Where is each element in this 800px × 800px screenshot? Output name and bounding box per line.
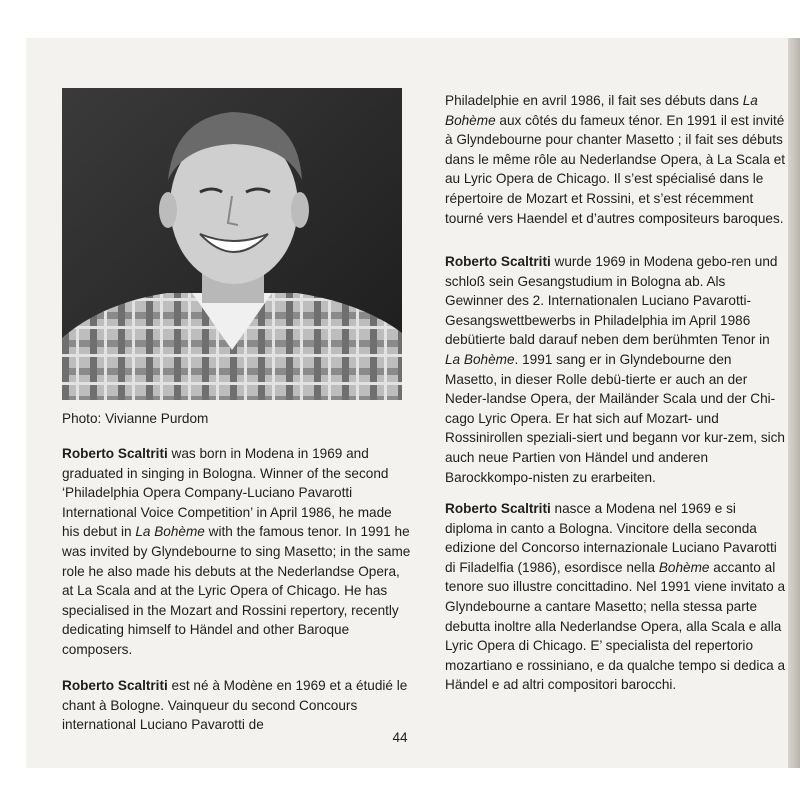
singer-name: Roberto Scaltriti xyxy=(445,254,551,269)
italian-biography: Roberto Scaltriti nasce a Modena nel 1969 e si diploma in canto a Bologna. Vincitore della seconda edizione del Concorso internazionale Luciano Pavarotti di Filadelfia (1986), esordisce nella Bohème accanto al tenore suo illustre concittadino. Nel 1991 viene invitato a Glyndebourne a cantare Masetto; nella stessa parte debutta inoltre alla Nederlandse Opera, alla Scala e alla Lyric Opera di Chicago. E’ specialista del repertorio mozartiano e rossiniano, e da qualche tempo si dedica a Händel e ad altri compositori barocchi. xyxy=(445,501,786,693)
german-biography: Roberto Scaltriti wurde 1969 in Modena gebo-ren und schloß sein Gesangstudium in Bologna ab. Als Gewinner des 2. Internationalen Luciano Pavarotti-Gesangswettbewerbs in Philadelphia im April 1986 debütierte bald darauf neben dem berühmten Tenor in La Bohème. 1991 sang er in Glyndebourne den Masetto, in dieser Rolle debü-tierte er auch an der Neder-landse Opera, der Mailänder Scala und der Chi-cago Lyric Opera. Er hat sich auf Mozart- und Rossinirollen speziali-siert und begann vor kur-zem, sich auch neue Partien von Händel und anderen Barockkompo-nisten zu erarbeiten. xyxy=(445,254,785,485)
singer-name: Roberto Scaltriti xyxy=(62,678,168,693)
opera-title: La Bohème xyxy=(445,351,515,367)
french-biography-start: Roberto Scaltriti est né à Modène en 1969 et a étudié le chant à Bologne. Vainqueur du second Concours international Luciano Pavarotti de xyxy=(62,678,408,733)
french-biography-continued: Philadelphie en avril 1986, il fait ses débuts dans La Bohème aux côtés du fameux ténor. En 1991 il est invité à Glyndebourne pour chanter Masetto ; il fait ses débuts dans le même rôle au Nederlandse Opera, à La Scala et au Lyric Opera de Chicago. Il s’est spécialisé dans le répertoire de Mozart et Rossini, et s’est récemment tourné vers Haendel et d’autres compositeurs baroques. xyxy=(445,93,786,226)
singer-name: Roberto Scaltriti xyxy=(445,501,551,516)
page-edge-shadow xyxy=(788,38,800,768)
opera-title: La Bohème xyxy=(445,93,758,128)
opera-title: La Bohème xyxy=(135,524,205,540)
opera-title: Bohème xyxy=(658,559,710,575)
photo-caption: Photo: Vivianne Purdom xyxy=(62,411,209,426)
singer-name: Roberto Scaltriti xyxy=(62,446,168,461)
portrait-photo xyxy=(62,88,402,400)
page-number: 44 xyxy=(392,730,408,745)
english-biography: Roberto Scaltriti was born in Modena in 1969 and graduated in singing in Bologna. Winner of the second ‘Philadelphia Opera Company-Luciano Pavarotti International Voice Competition’ in April 1986, he made his debut in La Bohème with the famous tenor. In 1991 he was invited by Glyndebourne to sing Masetto; in the same role he also made his debuts at the Nederlandse Opera, at La Scala and at the Lyric Opera of Chicago. He has specialised in the Mozart and Rossini repertory, recently dedicating himself to Händel and other Baroque composers. xyxy=(62,446,411,657)
